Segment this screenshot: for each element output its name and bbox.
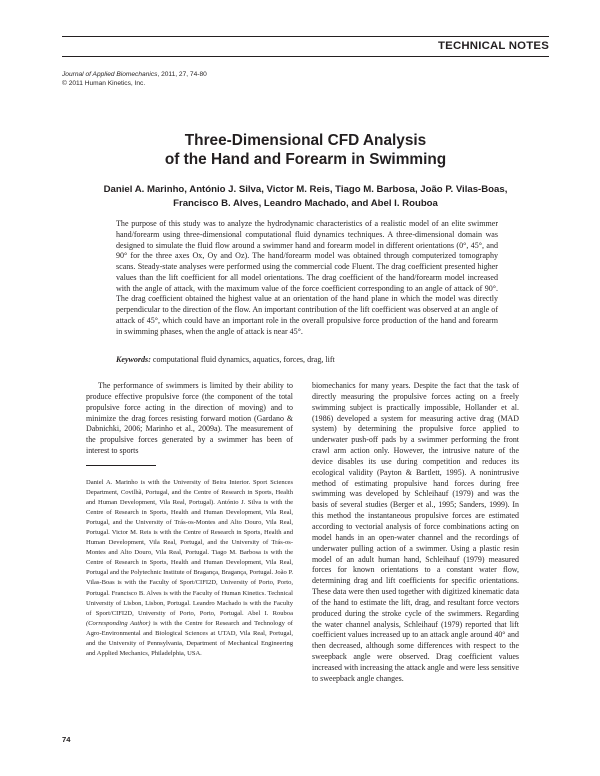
literature-paragraph: biomechanics for many years. Despite the fact that the task of directly measuring the propulsive forces acting on a freely swimming subject is practically impossible, Hollander et al. (1986) developed a system for measuring active drag (MAD system) by determining the propulsive force applied to underwater push-off pads by a swimmer performing the front crawl arm action only. However, the intrusive nature of the device disables its use during competition and reduces its ecological validity (Payton & Bartlett, 1995). A nonintrusive method of estimating propulsive hand forces during free swimming was developed by Schleihauf (1979) and was the basis of several studies (Berger et al., 1995; Sanders, 1999). In this method the instantaneous propulsive forces are estimated according to vectorial analysis of force combinations acting on model hands in an open-water channel and the recordings of underwater pulling action of a swimmer. Using a plastic resin model of an adult human hand, Schleihauf (1979) measured forces for known orientations to a constant water flow, determining drag and lift coefficients for specific orientations. These data were then used together with digitized kinematic data of the hand to estimate the lift, drag, and resultant force vectors produced during the stroke cycle of the swimmers. Regarding the water channel analysis, Schleihauf (1979) reported that lift coefficient values increased up to an attack angle around 40° and then decreased, although some differences with respect to the sweepback angle were observed. Drag coefficient values increased with increasing the attack angle and were less sensitive to sweepback angle changes. xyxy=(312,381,519,683)
keywords-label: Keywords: xyxy=(116,355,151,364)
author-list xyxy=(62,183,549,210)
footnote-text: Daniel A. Marinho is with the University of Beira Interior. Sport Sciences Department, Covilhã, Portugal, and the Centre of Research in Sports, Health and Human Development, Vila Real, Portugal). António J. Silva is with the Centre of Research in Sports, Health and Human Development, Vila Real, Portugal, and the University of Trás-os-Montes and Alto Douro, Vila Real, Portugal. Victor M. Reis is with the Centre of Research in Sports, Health and Human Development, Vila Real, Portugal, and the University of Trás-os-Montes and Alto Douro, Vila Real, Portugal. Tiago M. Barbosa is with the Centre of Research in Sports, Health and Human Development, Vila Real, Portugal and the Polytechnic Institute of Bragança, Bragança, Portugal. João P. Vilas-Boas is with the Faculty of Sport/CIFI2D, University of Porto, Porto, Portugal. Francisco B. Alves is with the Faculty of Human Kinetics. Technical University of Lisbon, Lisbon, Portugal. Leandro Machado is with the Faculty of Sport/CIFI2D, University of Porto, Porto, Portugal. Abel I. Rouboa xyxy=(86,479,293,617)
copyright-notice: © 2011 Human Kinetics, Inc. xyxy=(62,79,146,87)
title-line-1: Three-Dimensional CFD Analysis xyxy=(184,132,427,149)
body-column-left xyxy=(86,381,293,457)
title-line-2: of the Hand and Forearm in Swimming xyxy=(164,150,447,168)
page-number: 74 xyxy=(62,735,71,744)
journal-name: Journal of Applied Biomechanics xyxy=(62,71,158,78)
authors-line-1: Daniel A. Marinho, António J. Silva, Victor M. Reis, Tiago M. Barbosa, João P. Vilas-Boas, xyxy=(103,184,508,195)
corresponding-author-label: (Corresponding Author) xyxy=(86,619,151,627)
keywords xyxy=(116,355,498,366)
keywords-list: computational fluid dynamics, aquatics, forces, drag, lift xyxy=(150,355,335,364)
journal-citation xyxy=(62,71,207,88)
author-affiliations-footnote xyxy=(86,478,293,659)
section-label: TECHNICAL NOTES xyxy=(437,40,549,52)
abstract: The purpose of this study was to analyze the hydrodynamic characteristics of a realistic model of an elite swimmer hand/forearm using three-dimensional computational fluid dynamics techniques. A three-dimensional domain was designed to simulate the fluid flow around a swimmer hand and forearm model in different orientations (0°, 45°, and 90° for the three axes Ox, Oy and Oz). The hand/forearm model was obtained through computerized tomography scans. Steady-state analyses were performed using the commercial code Fluent. The drag coefficient presented higher values than the lift coefficient for all model orientations. The drag coefficient of the hand/forearm model increased with the angle of attack, with the maximum value of the force coefficient corresponding to an angle of attack of 90°. The drag coefficient obtained the highest value at an orientation of the hand plane in which the model was directly perpendicular to the direction of the flow. An important contribution of the lift coefficient was observed at an angle of attack of 45°, which could have an important role in the overall propulsive force production of the hand and forearm in swimming phases, when the angle of attack is near 45°. xyxy=(116,219,498,336)
footnote-rule xyxy=(86,465,156,466)
footnote-text-end: is with the Centre for Research and Technology of Agro-Environmental and Biological Sciences at UTAD, Vila Real, Portugal, and the University of Pennsylvania, Department of Mechanical Engineering and Applied Mechanics, Philadelphia, USA. xyxy=(86,619,293,657)
journal-issue: , 2011, 27, 74-80 xyxy=(157,71,207,78)
authors-line-2: Francisco B. Alves, Leandro Machado, and Abel I. Rouboa xyxy=(173,197,438,209)
header-top-rule xyxy=(62,36,549,37)
header-bottom-rule xyxy=(62,56,549,57)
intro-paragraph: The performance of swimmers is limited by their ability to produce effective propulsive force (the component of the total propulsive force acting in the direction of moving) and to minimize the drag forces resisting forward motion (Gardano & Dabnichki, 2006; Marinho et al., 2009a). The measurement of the propulsive forces generated by a swimmer has been of interest to sports xyxy=(86,381,293,456)
body-column-right xyxy=(312,381,519,685)
article-title xyxy=(62,132,549,169)
